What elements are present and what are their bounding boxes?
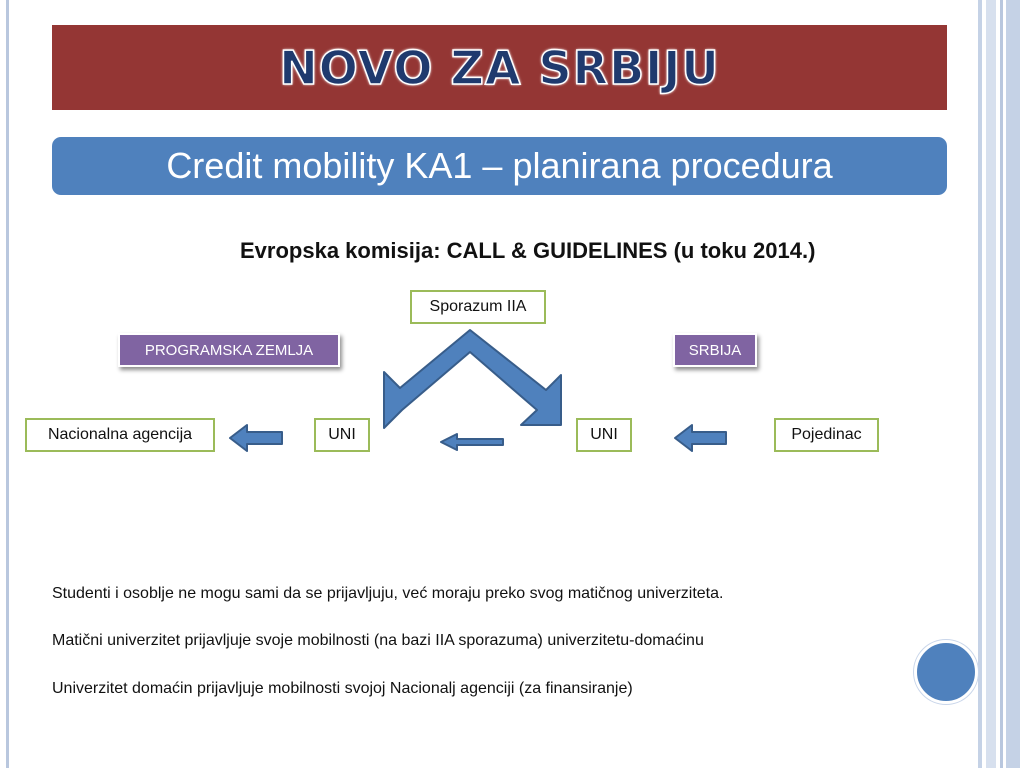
agreement-label: Sporazum IIA	[429, 298, 527, 315]
individual-to-uni-arrow	[675, 425, 726, 451]
individual-label: Pojedinac	[791, 426, 862, 443]
european-commission-line: Evropska komisija: CALL & GUIDELINES (u toku 2014.)	[240, 238, 816, 263]
programme-country-label: PROGRAMSKA ZEMLJA	[144, 341, 314, 359]
programme-country-tag	[118, 333, 340, 367]
partner-country-tag	[673, 333, 757, 367]
uni-right-label: UNI	[590, 426, 618, 443]
decorative-circle	[914, 640, 978, 704]
national-agency-label: Nacionalna agencija	[47, 426, 193, 443]
note-3: Univerzitet domaćin prijavljuje mobilnosti svojoj Nacionalj agenciji (za finansiranje)	[52, 680, 633, 697]
uni-to-agency-arrow	[230, 425, 282, 451]
agreement-box	[410, 290, 546, 324]
partner-country-label: SRBIJA	[688, 341, 742, 359]
uni-to-uni-arrow	[441, 434, 503, 450]
agreement-chevron-arrow	[384, 330, 561, 428]
individual-box	[774, 418, 879, 452]
note-1: Studenti i osoblje ne mogu sami da se prijavljuju, već moraju preko svog matičnog univerziteta.	[52, 585, 724, 602]
slide-title: NOVO ZA SRBIJU	[279, 40, 720, 95]
uni-right-box	[576, 418, 632, 452]
uni-left-label: UNI	[328, 426, 356, 443]
note-2: Matični univerzitet prijavljuje svoje mobilnosti (na bazi IIA sporazuma) univerzitetu-domaćinu	[52, 632, 704, 649]
uni-left-box	[314, 418, 370, 452]
national-agency-box	[25, 418, 215, 452]
slide-subtitle: Credit mobility KA1 – planirana procedura	[166, 145, 833, 186]
